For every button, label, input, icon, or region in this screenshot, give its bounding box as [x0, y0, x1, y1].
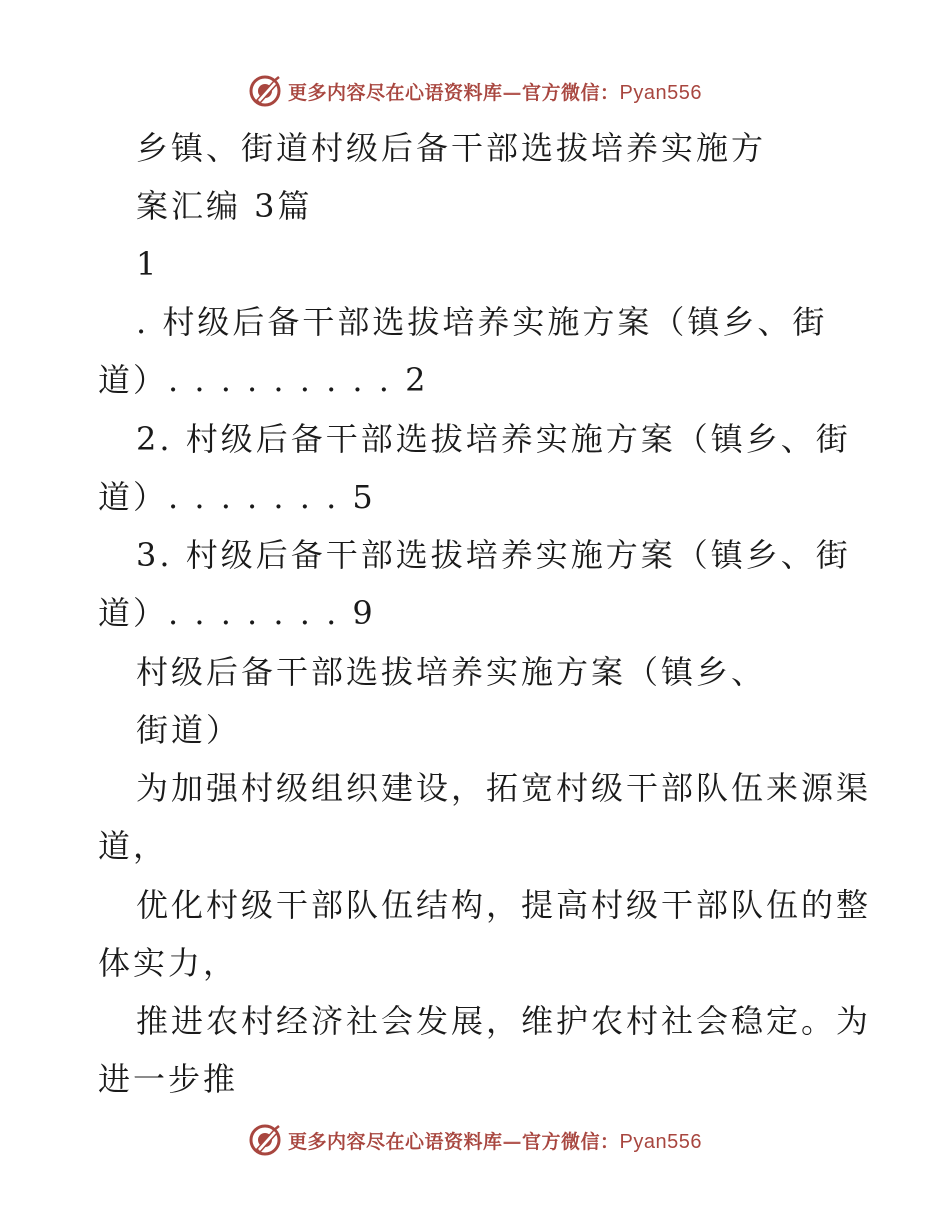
toc-item-1: . 村级后备干部选拔培养实施方案（镇乡、街	[136, 303, 828, 341]
title-line-2: 案汇编 3篇	[136, 187, 313, 225]
footer-banner-text	[288, 1127, 702, 1154]
footer-banner-wechat-label: 官方微信：	[522, 1130, 620, 1153]
pen-logo-icon	[248, 1123, 282, 1157]
toc-item-3: 3. 村级后备干部选拔培养实施方案（镇乡、街	[136, 536, 851, 574]
paragraph-line-3: 优化村级干部队伍结构，提高村级干部队伍的整	[136, 886, 872, 924]
toc-item-1-page: 道）. . . . . . . . . 2	[98, 361, 429, 399]
footer-banner-slogan: 更多内容尽在心语资料库	[288, 1130, 503, 1153]
toc-item-2-page: 道）. . . . . . . 5	[98, 478, 376, 516]
footer-banner-dash: —	[502, 1130, 523, 1153]
paragraph-line-1: 为加强村级组织建设，拓宽村级干部队伍来源渠	[136, 769, 872, 807]
banner-dash: —	[502, 81, 523, 104]
section-title-line-2: 街道）	[136, 711, 242, 749]
banner-text	[288, 78, 702, 105]
banner-wechat-label: 官方微信：	[522, 81, 620, 104]
footer-banner-wechat-id: Pyan556	[619, 1130, 702, 1153]
toc-number: 1	[136, 245, 160, 283]
banner-slogan: 更多内容尽在心语资料库	[288, 81, 503, 104]
banner-content	[248, 74, 702, 108]
header-banner	[0, 71, 950, 111]
toc-item-3-page: 道）. . . . . . . 9	[98, 594, 376, 632]
pen-logo-icon	[248, 74, 282, 108]
footer-banner-content	[248, 1123, 702, 1157]
footer-banner	[0, 1120, 950, 1160]
paragraph-line-2: 道，	[98, 827, 169, 865]
title-line-1: 乡镇、街道村级后备干部选拔培养实施方	[136, 129, 767, 167]
toc-item-2: 2. 村级后备干部选拔培养实施方案（镇乡、街	[136, 420, 851, 458]
paragraph-line-5: 推进农村经济社会发展，维护农村社会稳定。为	[136, 1002, 872, 1040]
paragraph-line-4: 体实力，	[98, 944, 239, 982]
banner-wechat-id: Pyan556	[619, 81, 702, 104]
paragraph-line-6: 进一步推	[98, 1060, 239, 1098]
section-title-line-1: 村级后备干部选拔培养实施方案（镇乡、	[136, 653, 767, 691]
